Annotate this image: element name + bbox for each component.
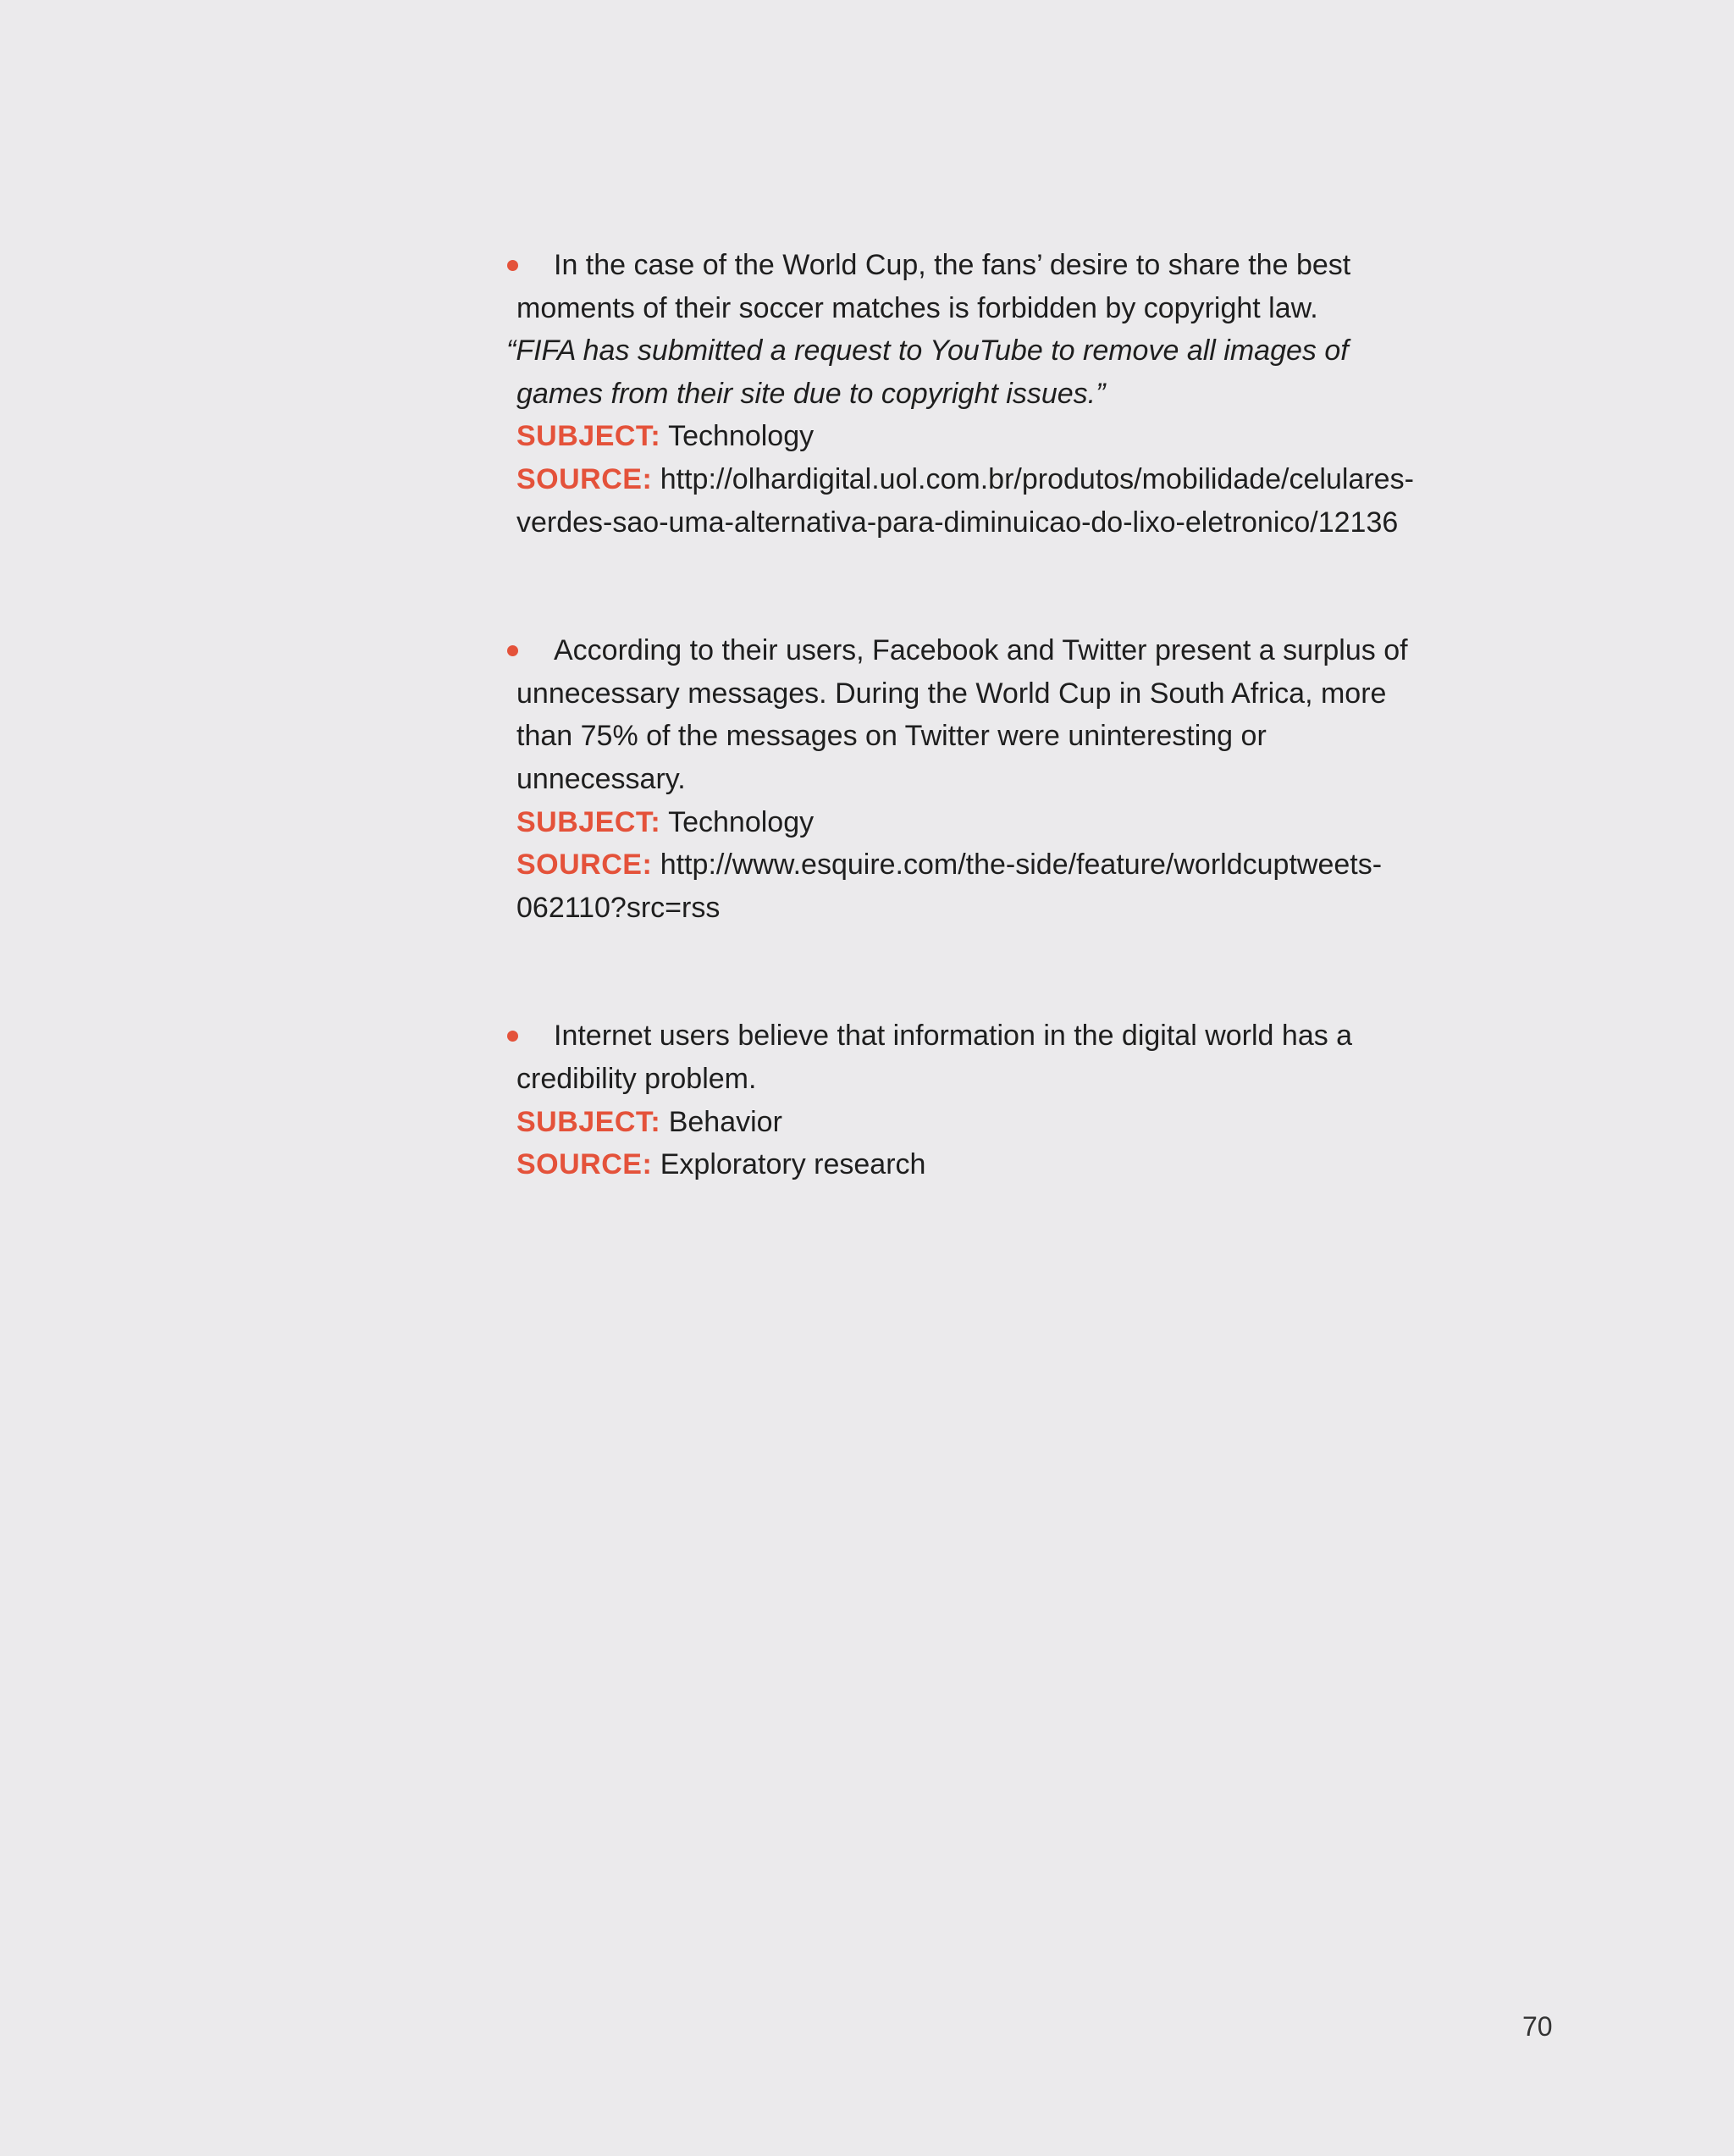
page-number: 70: [1522, 2011, 1553, 2042]
source-label: SOURCE:: [516, 462, 653, 495]
entry-subject: [516, 1101, 1431, 1144]
entry-source: [516, 843, 1431, 929]
source-value: http://www.esquire.com/the-side/feature/worldcuptweets-062110?src=rss: [516, 849, 1383, 924]
subject-label: SUBJECT:: [516, 1105, 661, 1138]
entry-text: Internet users believe that information in the digital world has a credibility problem.: [516, 1020, 1353, 1095]
subject-value: Technology: [668, 805, 815, 838]
entry-text: According to their users, Facebook and Twitter present a surplus of unnecessary messages. During the World Cup in South Africa, more than 75% of the messages on Twitter were uninteresting or unnecessary.: [516, 634, 1408, 795]
source-label: SOURCE:: [516, 849, 653, 882]
entry-world-cup-copyright: [506, 244, 1431, 544]
source-label: SOURCE:: [516, 1148, 653, 1181]
subject-value: Technology: [668, 420, 815, 453]
entry-social-media-surplus: [516, 629, 1431, 929]
entry-source: [516, 1143, 1431, 1186]
entry-subject: [516, 415, 1431, 458]
entry-text: In the case of the World Cup, the fans’ desire to share the best moments of their soccer matches is forbidden by copyright law.: [516, 249, 1351, 324]
bullet-icon: [507, 260, 518, 271]
entry-credibility: [516, 1014, 1431, 1186]
entries-list: [506, 244, 1431, 1186]
subject-label: SUBJECT:: [516, 420, 661, 453]
entry-subject: [516, 801, 1431, 844]
subject-label: SUBJECT:: [516, 805, 661, 838]
entry-source: [516, 458, 1431, 544]
subject-value: Behavior: [668, 1105, 782, 1138]
entry-quote: “FIFA has submitted a request to YouTube to remove all images of games from their site due to copyright issues.”: [506, 334, 1349, 410]
source-value: http://olhardigital.uol.com.br/produtos/mobilidade/celulares-verdes-sao-uma-alternativa-para-diminuicao-do-lixo-eletronico/12136: [516, 462, 1414, 539]
source-value: Exploratory research: [660, 1148, 926, 1181]
